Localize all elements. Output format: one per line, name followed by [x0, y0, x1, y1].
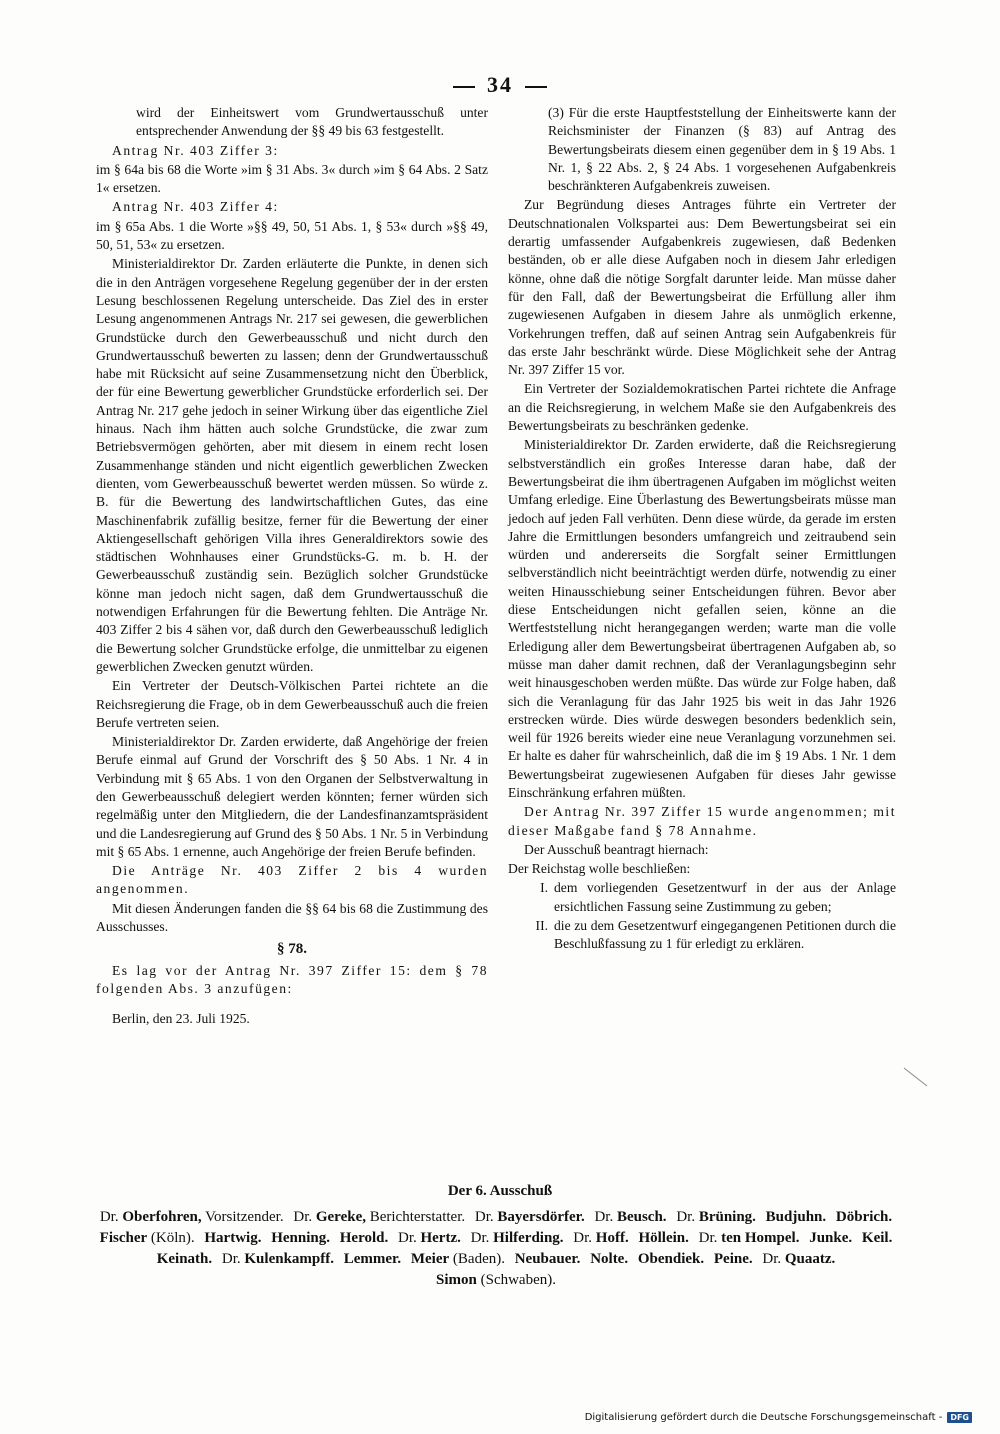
resolution-item — [522, 879, 896, 916]
dash-right — [525, 86, 547, 88]
member-prefix: Dr. — [594, 1209, 614, 1225]
resolution-item-number: I. — [540, 880, 548, 896]
committee-member — [471, 1230, 564, 1246]
right-column-paragraphs — [508, 104, 896, 878]
committee-member — [638, 1230, 688, 1246]
committee-member — [676, 1209, 756, 1225]
member-name: Hartwig. — [204, 1230, 262, 1246]
resolution-item-text: dem vorliegenden Gesetzentwurf in der aus der Anlage ersichtlichen Fassung seine Zustimmung zu geben; — [554, 880, 896, 914]
member-name: Peine. — [713, 1251, 753, 1267]
member-name: Meier — [410, 1251, 450, 1267]
committee-member — [100, 1209, 284, 1225]
committee-member — [293, 1209, 465, 1225]
member-role: Vorsitzender. — [205, 1209, 284, 1225]
pencil-mark — [903, 1066, 929, 1088]
member-prefix: Dr. — [397, 1230, 417, 1246]
paragraph: Ministerialdirektor Dr. Zarden erläuterte die Punkte, in denen sich die in den Anträgen vorgesehene Regelung gegenüber der in der ersten Lesung beschlossenen Regelung unterscheide. Das Ziel des in erster Lesung angenommenen Antrags Nr. 217 sei gewesen, die gewerblichen Grundstücke durch den Gewerbeausschuß und nicht durch den Grundwertausschuß bewerten zu lassen; denn der Grundwertausschuß habe mit Rücksicht auf seine Zusammensetzung nicht den Überblick, der für eine Bewertung gewerblicher Grundstücke erforderlich sei. Der Antrag Nr. 217 gehe jedoch in seiner Wirkung über das eigentliche Ziel hinaus. Nach ihm hätten auch solche Grundstücke, die zwar zum Betriebsvermögen gehörten, aber mit diesem in einem recht losen Zusammenhange ständen und nicht eigentlich gewerblichen Zwecken dienten, vom Gewerbeausschuß bewertet werden müssen. So würde z. B. für die Bewertung des landwirtschaftlichen Gutes, das eine Maschinenfabrik zufällig besitze, ferner für die Bewertung der einer Aktiengesellschaft gehörigen Villa ihres Generaldirektors sowie des städtischen Wohnhauses einer Grundstücks-G. m. b. H. der Gewerbeausschuß zuständig sein. Bezüglich solcher Grundstücke könne man jedoch nicht sagen, daß dem Grundwertausschuß die notwendigen Erfahrungen für die Bewertung fehlten. Die Anträge Nr. 403 Ziffer 2 bis 4 sähen vor, daß durch den Gewerbeausschuß lediglich die Bewertung solcher Grundstücke erfolge, die unmittelbar zu eigenen gewerblichen Zwecken genutzt würden. — [96, 256, 488, 674]
committee-member — [344, 1251, 401, 1267]
member-name: Simon — [436, 1272, 477, 1288]
member-prefix: Dr. — [676, 1209, 696, 1225]
member-role: Berichterstatter. — [369, 1209, 466, 1225]
paragraph: Antrag Nr. 403 Ziffer 3: — [112, 142, 279, 158]
member-name: Gereke, — [315, 1209, 366, 1225]
committee-member — [862, 1230, 892, 1246]
paragraph: Der Ausschuß beantragt hiernach: — [524, 841, 709, 857]
left-column — [96, 104, 488, 1030]
member-prefix: Dr. — [293, 1209, 313, 1225]
paragraph: Ministerialdirektor Dr. Zarden erwiderte, daß die Reichsregierung selbstverständlich ein großes Interesse daran habe, daß der Bewertungsbeirat die ihm übertragenen Aufgaben im möglichst weiten Umfang erledige. Eine Überlastung des Bewertungsbeirats müsse man jedoch auf jeden Fall verhüten. Denn diese würde, da gerade im ersten Jahre die Ermittlungen besonders umfangreich und zeitraubend sein würden und andererseits die Sorgfalt seiner Ermittlungen selbverständlich nicht beeinträchtigt werden dürfe, notwendig zu einer weiten Hinausschiebung seiner Entscheidungen führen. Bevor aber diese Entscheidungen nicht gefallen seien, könne an die Wertfeststellung nicht herangegangen werden; warte man die volle Erledigung aller dem Bewertungsbeirat übertragenen Aufgaben ab, so müsse man daher damit rechnen, daß der Veranlagungsbeginn sehr weit hinausgeschoben werden müßte. Das würde zur Folge haben, daß sich die Veranlagung für das Jahr 1925 bis weit in das Jahr 1926 erstrecken würde. Dies würde deswegen besonders bedenklich sein, weil für 1926 bereits wieder eine neue Veranlagung vorzunehmen sei. Er halte es daher für wahrscheinlich, daß die im § 19 Abs. 1 Nr. 1 dem Bewertungsbeirat zugewiesenen Aufgaben für dieses Jahr gewisse Einschränkung erfahren müßten. — [508, 437, 896, 800]
member-name: Lemmer. — [343, 1251, 402, 1267]
committee-member — [515, 1251, 581, 1267]
committee-member — [809, 1230, 852, 1246]
footer — [585, 1412, 972, 1423]
right-column — [508, 104, 896, 955]
paragraph: Die Anträge Nr. 403 Ziffer 2 bis 4 wurden angenommen. — [96, 863, 488, 897]
paragraph: wird der Einheitswert vom Grundwertausschuß unter entsprechender Anwendung der §§ 49 bis 63 festgestellt. — [136, 105, 488, 139]
committee-member — [436, 1272, 556, 1288]
member-prefix: Dr. — [698, 1230, 718, 1246]
committee-member — [762, 1251, 835, 1267]
dash-left — [453, 86, 475, 88]
member-role: (Baden). — [452, 1251, 505, 1267]
paragraph: Zur Begründung dieses Antrages führte ein Vertreter der Deutschnationalen Volkspartei aus: Dem Bewertungsbeirat sei ein derartig umfassender Aufgabenkreis zugewiesen, daß Bedenken beständen, ob er alle diese Aufgaben noch in diesem Jahr erledigen könne, ohne daß die nötige Sorgfalt darunter leide. Man müsse daher für den Fall, daß der Bewertungsbeirat die Erfüllung aller ihm zugewiesenen Aufgaben in diesem Jahre als unmöglich erkenne, Vorkehrungen treffen, daß auf seinen Antrag sein Aufgabenkreis für das erste Jahr beschränkt würde. Diese Möglichkeit sehe der Antrag Nr. 397 Ziffer 15 vor. — [508, 197, 896, 378]
member-prefix: Dr. — [474, 1209, 494, 1225]
paragraph: Berlin, den 23. Juli 1925. — [112, 1011, 250, 1027]
member-name: ten Hompel. — [721, 1230, 800, 1246]
committee-members — [96, 1207, 896, 1291]
paragraph: Ein Vertreter der Sozialdemokratischen Partei richtete die Anfrage an die Reichsregierung, in welchem Maße sie den Aufgabenkreis des Bewertungsbeirats zu beschränken gedenke. — [508, 381, 896, 434]
member-name: Junke. — [809, 1230, 853, 1246]
committee-member — [638, 1251, 704, 1267]
committee-member — [340, 1230, 388, 1246]
member-role: (Köln). — [150, 1230, 195, 1246]
member-prefix: Dr. — [470, 1230, 490, 1246]
member-role: (Schwaben). — [480, 1272, 556, 1288]
resolution-item-text: die zu dem Gesetzentwurf eingegangenen Petitionen durch die Beschlußfassung zu 1 für erledigt zu erklären. — [554, 918, 896, 952]
section-heading: § 78. — [277, 941, 307, 958]
member-name: Oberfohren, — [122, 1209, 202, 1225]
committee-member — [271, 1230, 330, 1246]
committee-member — [836, 1209, 892, 1225]
member-name: Obendiek. — [637, 1251, 705, 1267]
committee-member — [573, 1230, 628, 1246]
paragraph: Mit diesen Änderungen fanden die §§ 64 bis 68 die Zustimmung des Ausschusses. — [96, 900, 488, 935]
committee-member — [475, 1209, 585, 1225]
member-name: Neubauer. — [514, 1251, 581, 1267]
member-name: Bayersdörfer. — [497, 1209, 585, 1225]
page-number — [0, 72, 1000, 98]
member-name: Hilferding. — [493, 1230, 564, 1246]
member-name: Keinath. — [156, 1251, 213, 1267]
committee-member — [204, 1230, 261, 1246]
member-prefix: Dr. — [221, 1251, 241, 1267]
committee-member — [411, 1251, 505, 1267]
committee-member — [699, 1230, 800, 1246]
paragraph: Antrag Nr. 403 Ziffer 4: — [112, 199, 279, 215]
resolution-list — [508, 879, 896, 953]
committee-member — [590, 1251, 628, 1267]
footer-text: Digitalisierung gefördert durch die Deutsche Forschungsgemeinschaft - — [584, 1412, 943, 1423]
member-name: Hoff. — [595, 1230, 629, 1246]
paragraph: Ein Vertreter der Deutsch-Völkischen Partei richtete an die Reichsregierung die Frage, ob in dem Gewerbeausschuß auch die freien Berufe vertreten seien. — [96, 678, 488, 730]
member-prefix: Dr. — [99, 1209, 119, 1225]
paragraph: Der Antrag Nr. 397 Ziffer 15 wurde angenommen; mit dieser Maßgabe fand § 78 Annahme. — [508, 804, 896, 838]
committee-member — [714, 1251, 753, 1267]
resolution-item-number: II. — [535, 918, 548, 934]
paragraph: im § 65a Abs. 1 die Worte »§§ 49, 50, 51 Abs. 1, § 53« durch »§§ 49, 50, 51, 53« zu ersetzen. — [96, 218, 488, 253]
member-name: Brüning. — [698, 1209, 756, 1225]
member-name: Nolte. — [590, 1251, 629, 1267]
member-name: Keil. — [861, 1230, 893, 1246]
member-name: Henning. — [271, 1230, 330, 1246]
resolution-item — [522, 917, 896, 954]
member-name: Quaatz. — [784, 1251, 836, 1267]
paragraph: Ministerialdirektor Dr. Zarden erwiderte, daß Angehörige der freien Berufe einmal auf Grund der Vorschrift des § 50 Abs. 1 Nr. 4 in Verbindung mit § 65 Abs. 1 von den Organen der Selbstverwaltung in den Gewerbeausschuß delegiert werden könnten; ferner würden sich regelmäßig unter den Mitgliedern, die der Landesfinanzamtspräsident und die Landesregierung auf Grund des § 50 Abs. 1 Nr. 5 in Verbindung mit § 65 Abs. 1 ernenne, auch Angehörige der freien Berufe befinden. — [96, 734, 489, 859]
member-name: Höllein. — [638, 1230, 689, 1246]
committee-member — [222, 1251, 334, 1267]
member-name: Herold. — [339, 1230, 389, 1246]
committee-member — [766, 1209, 826, 1225]
member-name: Fischer — [99, 1230, 148, 1246]
committee-member — [157, 1251, 212, 1267]
member-prefix: Dr. — [573, 1230, 593, 1246]
committee-member — [594, 1209, 666, 1225]
member-name: Kulenkampff. — [244, 1251, 334, 1267]
paragraph: im § 64a bis 68 die Worte »im § 31 Abs. 3« durch »im § 64 Abs. 2 Satz 1« ersetzen. — [96, 161, 488, 196]
member-name: Döbrich. — [835, 1209, 893, 1225]
paragraph: Der Reichstag wolle beschließen: — [508, 861, 691, 877]
page-number-value: 34 — [487, 72, 513, 97]
paragraph: Es lag vor der Antrag Nr. 397 Ziffer 15: dem § 78 folgenden Abs. 3 anzufügen: — [96, 962, 488, 996]
dfg-logo: DFG — [947, 1412, 972, 1423]
member-name: Budjuhn. — [765, 1209, 827, 1225]
member-name: Hertz. — [420, 1230, 461, 1246]
committee-member — [398, 1230, 461, 1246]
committee-member — [100, 1230, 195, 1246]
paragraph: (3) Für die erste Hauptfeststellung der Einheitswerte kann der Reichsminister der Finanzen (§ 83) auf Antrag des Bewertungsbeirats diesem einen gegenüber dem in § 19 Abs. 1 Nr. 1, § 22 Abs. 2, § 24 Abs. 1 vorgesehenen Aufgabenkreis beschränkteren Aufgabenkreis zuweisen. — [548, 105, 896, 194]
member-prefix: Dr. — [762, 1251, 782, 1267]
committee-title: Der 6. Ausschuß — [447, 1183, 553, 1199]
member-name: Beusch. — [616, 1209, 667, 1225]
